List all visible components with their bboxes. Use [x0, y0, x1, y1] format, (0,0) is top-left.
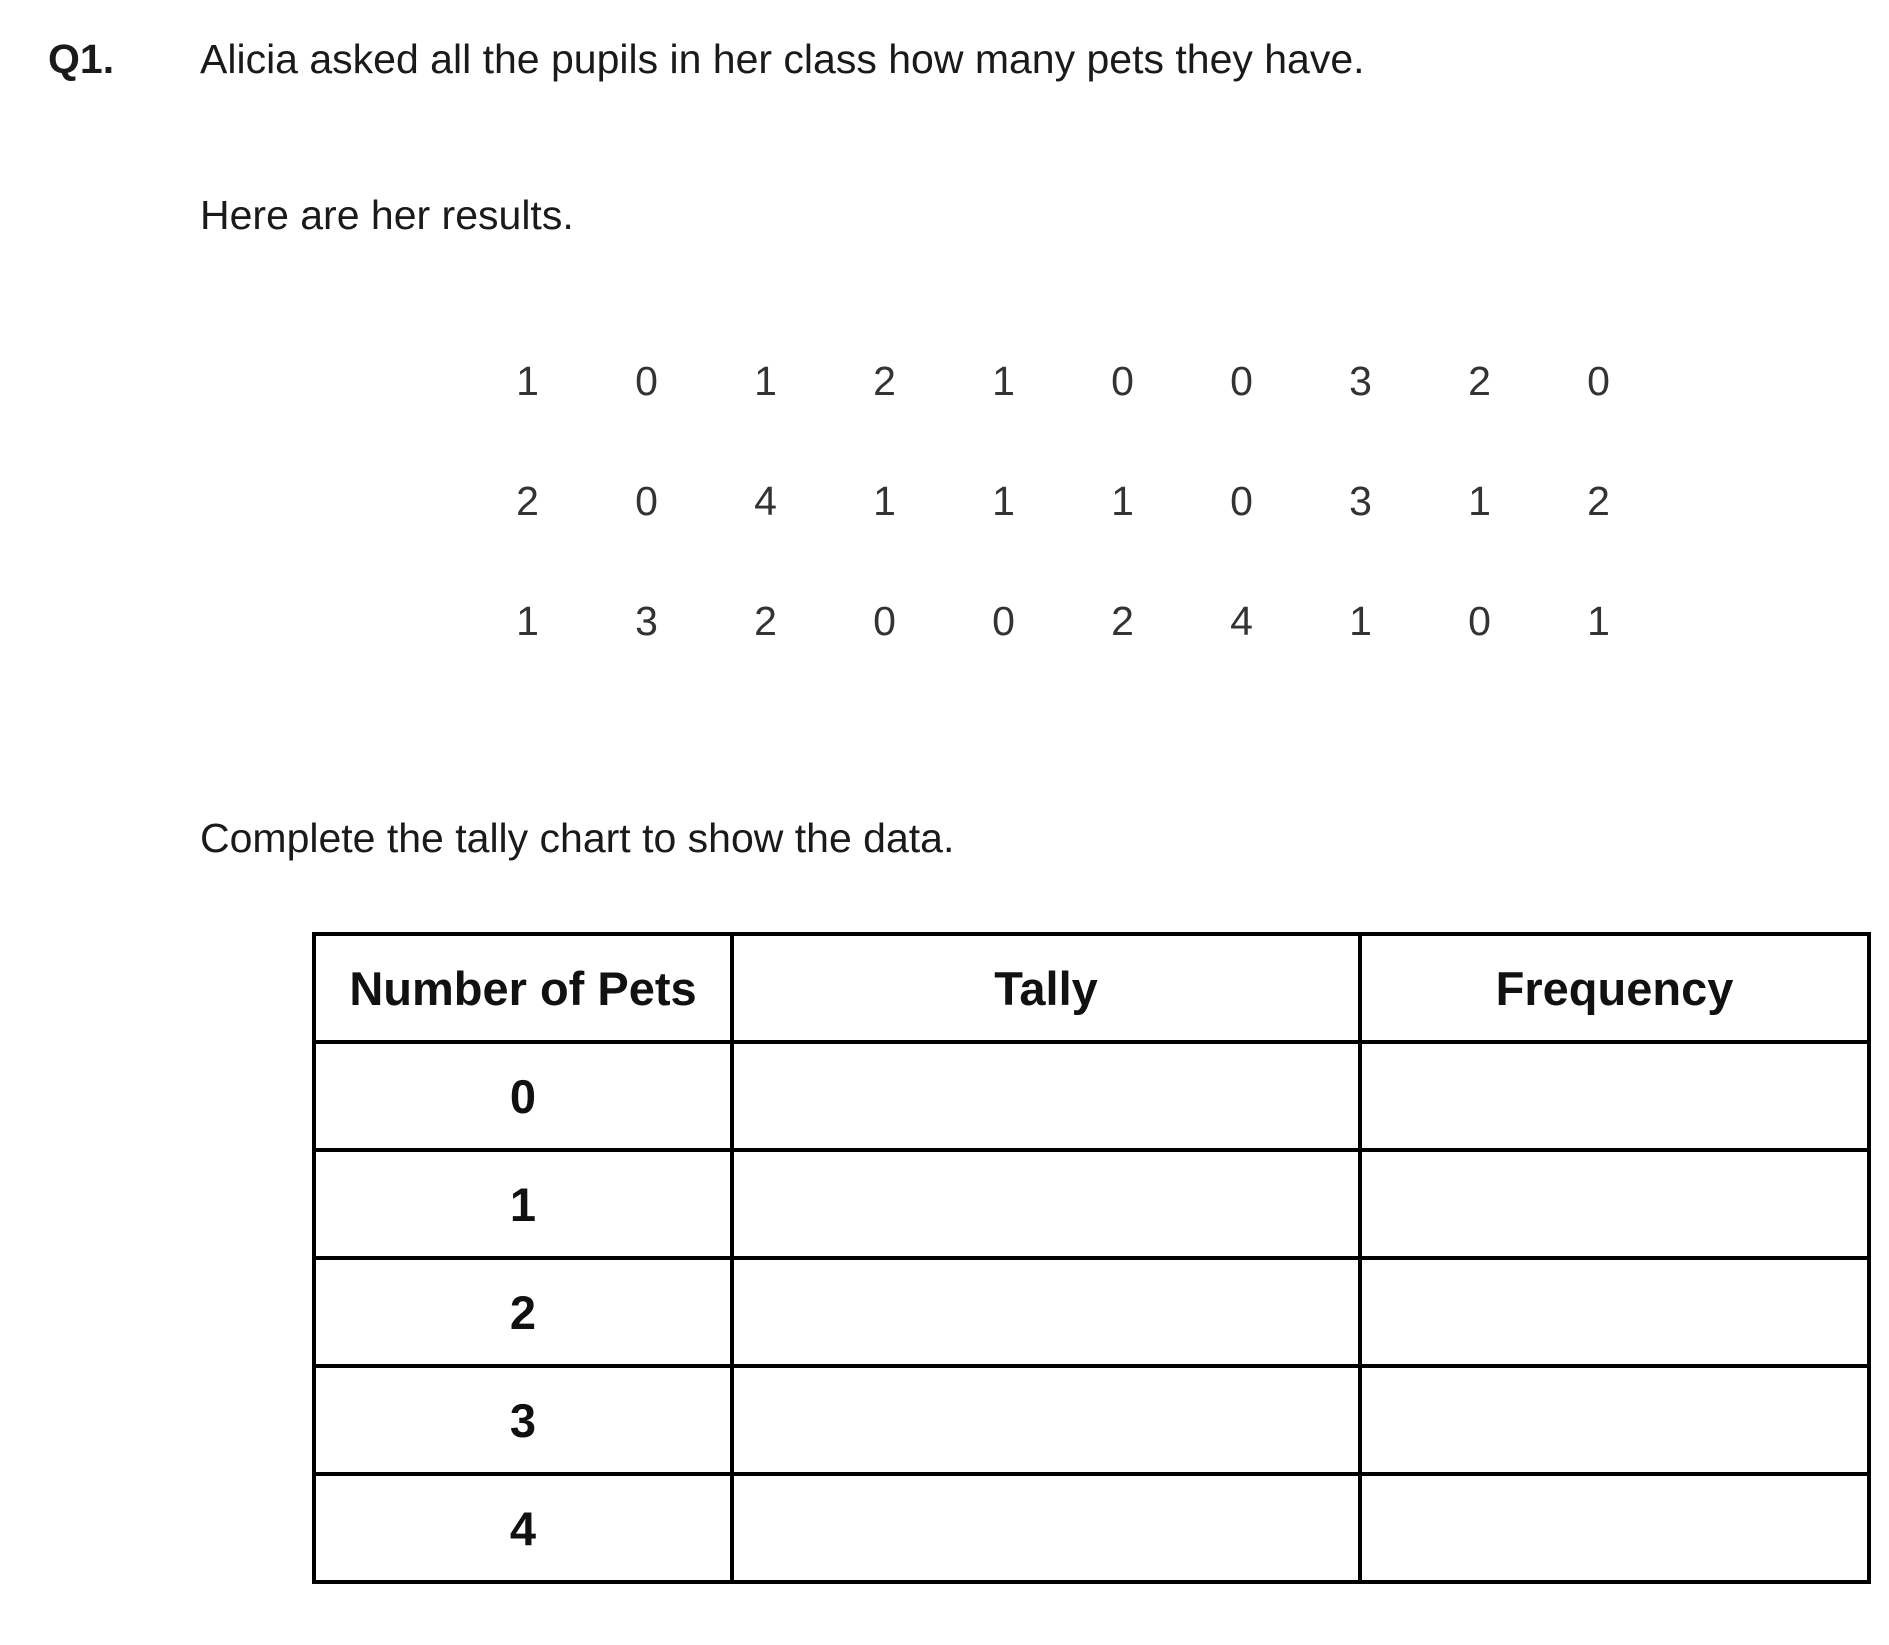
pets-cell: 2 — [314, 1258, 732, 1366]
tally-cell[interactable] — [732, 1258, 1360, 1366]
result-value: 1 — [1468, 478, 1491, 524]
frequency-cell[interactable] — [1360, 1474, 1869, 1582]
result-value: 0 — [1230, 478, 1253, 524]
result-value: 0 — [992, 598, 1015, 644]
frequency-cell[interactable] — [1360, 1366, 1869, 1474]
header-number-of-pets: Number of Pets — [314, 934, 732, 1042]
result-value: 1 — [516, 358, 539, 404]
header-frequency: Frequency — [1360, 934, 1869, 1042]
result-value: 0 — [635, 478, 658, 524]
result-value: 1 — [992, 358, 1015, 404]
result-value: 2 — [1587, 478, 1610, 524]
result-value: 3 — [635, 598, 658, 644]
result-value: 2 — [1111, 598, 1134, 644]
header-tally: Tally — [732, 934, 1360, 1042]
result-value: 1 — [754, 358, 777, 404]
result-value: 4 — [754, 478, 777, 524]
question-text: Alicia asked all the pupils in her class how many pets they have. — [200, 36, 1365, 82]
results-grid — [468, 345, 1658, 705]
pets-cell: 1 — [314, 1150, 732, 1258]
instruction-text: Complete the tally chart to show the data. — [200, 815, 955, 861]
result-value: 2 — [754, 598, 777, 644]
table-row — [314, 1150, 1869, 1258]
result-value: 0 — [1468, 598, 1491, 644]
result-value: 0 — [635, 358, 658, 404]
result-value: 1 — [873, 478, 896, 524]
frequency-cell[interactable] — [1360, 1042, 1869, 1150]
table-row — [314, 1042, 1869, 1150]
pets-cell: 0 — [314, 1042, 732, 1150]
table-row — [314, 1366, 1869, 1474]
table-row — [314, 1258, 1869, 1366]
result-value: 3 — [1349, 358, 1372, 404]
tally-cell[interactable] — [732, 1042, 1360, 1150]
intro-text: Here are her results. — [200, 192, 574, 238]
result-value: 0 — [1587, 358, 1610, 404]
result-value: 1 — [1349, 598, 1372, 644]
pets-cell: 4 — [314, 1474, 732, 1582]
tally-header-row — [314, 934, 1869, 1042]
result-value: 1 — [1587, 598, 1610, 644]
result-value: 1 — [1111, 478, 1134, 524]
frequency-cell[interactable] — [1360, 1150, 1869, 1258]
result-value: 2 — [516, 478, 539, 524]
frequency-cell[interactable] — [1360, 1258, 1869, 1366]
result-value: 0 — [1111, 358, 1134, 404]
tally-cell[interactable] — [732, 1366, 1360, 1474]
question-number: Q1. — [48, 36, 115, 82]
result-value: 0 — [1230, 358, 1253, 404]
result-value: 1 — [992, 478, 1015, 524]
result-value: 2 — [1468, 358, 1491, 404]
table-row — [314, 1474, 1869, 1582]
result-value: 3 — [1349, 478, 1372, 524]
tally-cell[interactable] — [732, 1150, 1360, 1258]
result-value: 4 — [1230, 598, 1253, 644]
result-value: 2 — [873, 358, 896, 404]
result-value: 1 — [516, 598, 539, 644]
result-value: 0 — [873, 598, 896, 644]
tally-table — [312, 932, 1871, 1584]
pets-cell: 3 — [314, 1366, 732, 1474]
tally-cell[interactable] — [732, 1474, 1360, 1582]
